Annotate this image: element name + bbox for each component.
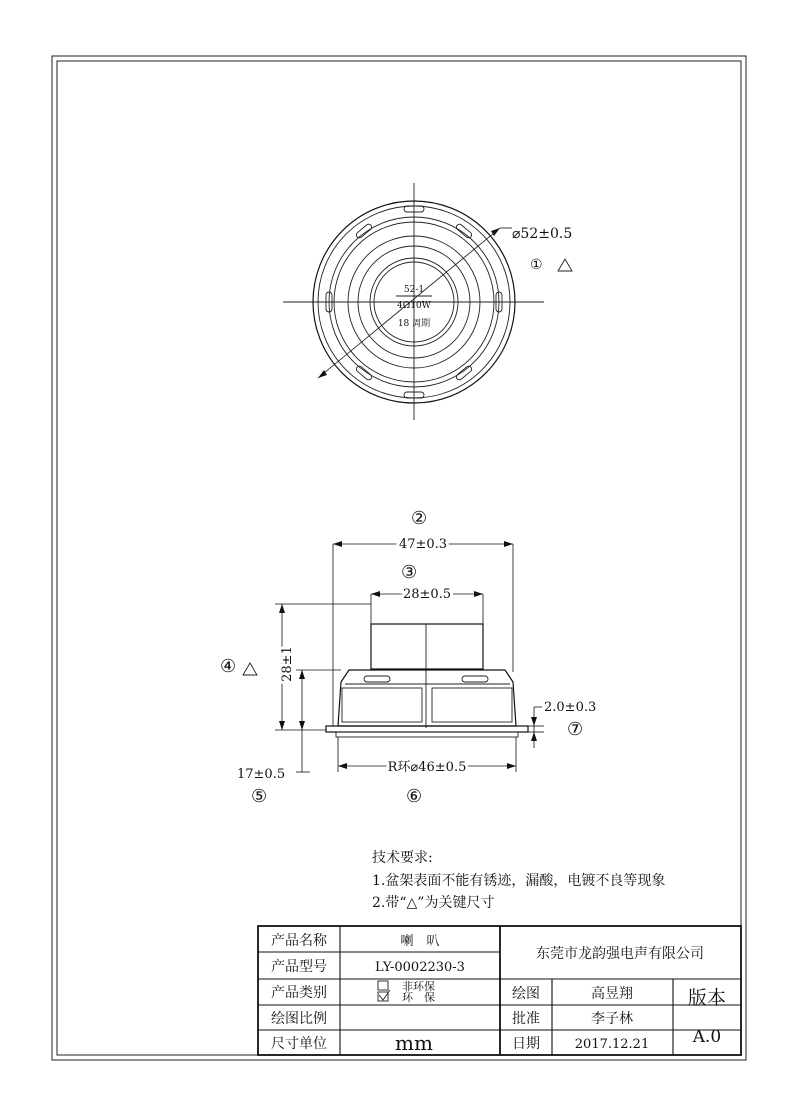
option-eco-label: 环 保 xyxy=(402,991,435,1004)
base-height-label: 17±0.5 xyxy=(237,767,286,782)
cone-text-3: 18 周期 xyxy=(397,319,431,329)
option-non-eco-label: 非环保 xyxy=(402,980,435,993)
magnet-label: 28±0.5 xyxy=(402,587,452,602)
company-name: 东莞市龙韵强电声有限公司 xyxy=(536,946,704,962)
marker-7: ⑦ xyxy=(567,719,584,740)
draw-label: 绘图 xyxy=(512,986,540,1002)
marker-1: ① xyxy=(530,257,543,273)
speaker-side-view xyxy=(326,624,528,737)
checkbox-non-eco[interactable] xyxy=(378,981,388,990)
notes-line-1: 1.盆架表面不能有锈迹，漏酸，电镀不良等现象 xyxy=(372,873,666,889)
key-dimension-icon xyxy=(243,663,257,675)
marker-6: ⑥ xyxy=(406,786,423,807)
cone-text-2: 4Ω10W xyxy=(397,301,431,311)
unit-value: mm xyxy=(395,1031,433,1055)
marker-2: ② xyxy=(411,508,428,529)
product-model-label: 产品型号 xyxy=(271,959,327,975)
drawing-scale-label: 绘图比例 xyxy=(271,1011,327,1027)
thickness-label: 2.0±0.3 xyxy=(544,700,597,715)
width-label: 47±0.3 xyxy=(398,537,448,552)
unit-label: 尺寸单位 xyxy=(271,1036,327,1052)
ring-label: R环⌀46±0.5 xyxy=(387,760,467,775)
date-value: 2017.12.21 xyxy=(574,1037,650,1052)
product-model-value: LY-0002230-3 xyxy=(375,960,465,975)
drawer-name: 高昱翔 xyxy=(591,986,633,1002)
notes-heading: 技术要求: xyxy=(372,850,433,866)
product-name-value: 喇 叭 xyxy=(400,934,440,949)
approver-name: 李子林 xyxy=(591,1011,633,1027)
product-name-label: 产品名称 xyxy=(271,933,327,949)
height-label: 28±1 xyxy=(280,646,295,682)
speaker-top-view xyxy=(283,183,544,420)
notes-line-2: 2.带“△”为关键尺寸 xyxy=(372,895,495,911)
product-category-label: 产品类别 xyxy=(271,985,327,1001)
key-dimension-icon xyxy=(558,259,572,271)
approve-label: 批准 xyxy=(512,1011,540,1027)
top-diameter-label: ⌀52±0.5 xyxy=(512,226,573,242)
version-label: 版本 xyxy=(687,987,727,1009)
cone-text-1: 52-1 xyxy=(403,285,425,295)
date-label: 日期 xyxy=(512,1036,540,1052)
version-value: A.0 xyxy=(692,1027,722,1047)
marker-5: ⑤ xyxy=(251,786,268,807)
marker-3: ③ xyxy=(401,562,418,583)
marker-4: ④ xyxy=(220,656,237,677)
